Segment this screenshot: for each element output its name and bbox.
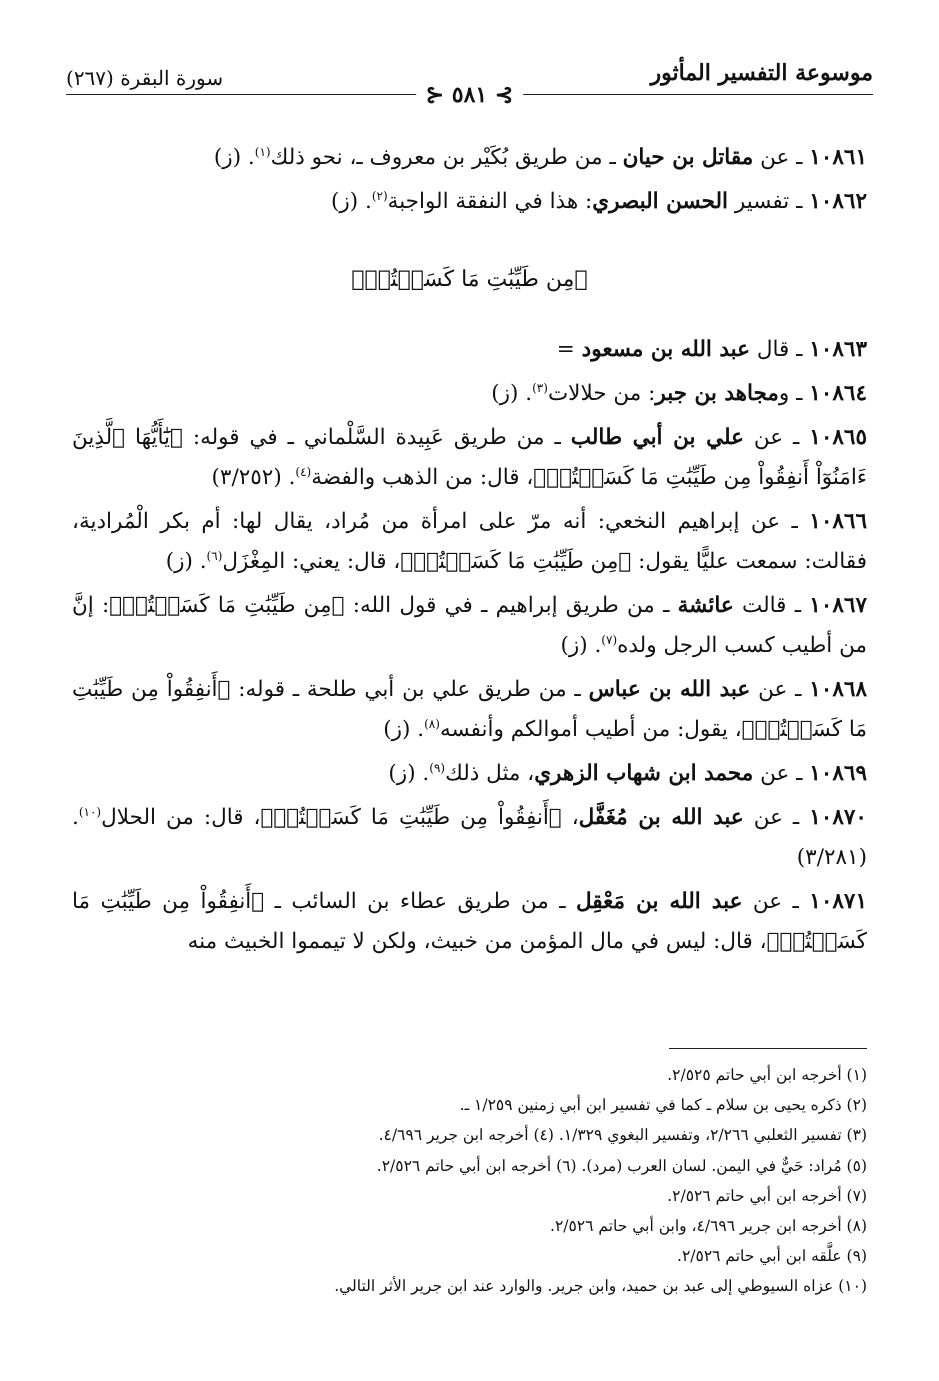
- entry-number: ١٠٨٦٤: [809, 381, 867, 406]
- entry-text: ـ من طريق عطاء بن السائب ـ ﴿أَنفِقُواْ مِن طَيِّبَٰتِ مَا كَسَبۡتُمۡ﴾، قال: ليس في مال المؤمن من خبيث، ولكن لا تيمموا الخبيث منه: [72, 889, 867, 954]
- entry-number: ١٠٨٦٦: [809, 509, 868, 534]
- entry-text: : هذا في النفقة الواجبة: [387, 189, 593, 214]
- narrator-name: عبد الله بن مُغَفَّل: [578, 805, 744, 830]
- entry-text: =: [556, 337, 582, 362]
- entry-text: ـ من طريق بُكَيْر بن معروف ـ، نحو ذلك: [270, 145, 623, 170]
- entry-number: ١٠٨٦٥: [809, 425, 868, 450]
- entry-number: ١٠٨٦٢: [809, 189, 867, 214]
- surah-label: سورة البقرة (٢٦٧): [66, 66, 224, 90]
- narrator-name: عبد الله بن مسعود: [581, 337, 750, 362]
- entry-source: . (ز): [491, 381, 533, 406]
- footnote-item: (٩) علَّقه ابن أبي حاتم ٢/٥٢٦.: [677, 1247, 867, 1266]
- narration-entry: [72, 418, 867, 498]
- page-number: [416, 82, 524, 108]
- entry-prefix: ـ عن: [743, 425, 810, 450]
- narrator-name: عبد الله بن عباس: [588, 677, 751, 702]
- entry-number: ١٠٨٦١: [809, 145, 867, 170]
- footnote-item: (٥) مُراد: حَيٌّ في اليمن. لسان العرب (مرد). (٦) أخرجه ابن أبي حاتم ٢/٥٢٦.: [376, 1156, 867, 1175]
- footnote-ref: (١): [254, 144, 271, 159]
- narration-entry: [72, 330, 867, 370]
- entry-text: ـ من طريق علي بن أبي طلحة ـ قوله: ﴿أَنفِقُواْ مِن طَيِّبَٰتِ مَا كَسَبۡتُمۡ﴾، يقول: من أطيب أموالكم وأنفسه: [72, 677, 867, 742]
- entry-source: . (ز): [213, 145, 255, 170]
- narration-entry: [72, 798, 867, 878]
- section-heading: ﴿مِن طَيِّبَٰتِ مَا كَسَبۡتُمۡ﴾: [351, 267, 588, 292]
- entry-number: ١٠٨٦٨: [809, 677, 867, 702]
- entry-prefix: ـ قالت: [733, 593, 810, 618]
- entry-source: . (ز): [331, 189, 372, 214]
- entry-prefix: ـ عن: [743, 805, 810, 830]
- ornament-icon: ⊱: [487, 82, 514, 108]
- narration-entry: [72, 586, 867, 666]
- entry-text: إبراهيم النخعي: أنه مرّ على امرأة من مُراد، يقال لها: أم بكر الْمُرادية، فقالت: سمعت عليًّا يقول: ﴿مِن طَيِّبَٰتِ مَا كَسَبۡتُمۡ﴾، قال: يعني: المِغْزَل: [72, 509, 867, 574]
- entry-prefix: ـ عن: [739, 509, 810, 534]
- ornament-icon: ⊰: [425, 82, 452, 108]
- footnote-ref: (٦): [206, 548, 223, 563]
- footnote-item: (٢) ذكره يحيى بن سلام ـ كما في تفسير ابن أبي زمنين ١/٢٥٩ ـ.: [459, 1096, 867, 1115]
- narration-entry: [72, 138, 867, 178]
- footnote-ref: (٨): [424, 716, 440, 731]
- footnote-ref: (٩): [429, 760, 446, 775]
- narrator-name: عائشة: [677, 593, 734, 618]
- narrator-name: الحسن البصري: [592, 189, 729, 214]
- entry-text: ـ من طريق عَبِيدة السَّلْماني ـ في قوله: ﴿يَٰٓأَيُّهَا ٱلَّذِينَ ءَامَنُوٓاْ أَنفِقُواْ مِن طَيِّبَٰتِ مَا كَسَبۡتُمۡ﴾، قال: من الذهب والفضة: [72, 425, 867, 490]
- footnote-item: (٣) تفسير الثعلبي ٢/٢٦٦، وتفسير البغوي ١/٣٢٩. (٤) أخرجه ابن جرير ٤/٦٩٦.: [378, 1126, 867, 1145]
- narrator-name: محمد ابن شهاب الزهري: [534, 761, 754, 786]
- entry-text: ـ من طريق إبراهيم ـ في قول الله: ﴿مِن طَيِّبَٰتِ مَا كَسَبۡتُمۡ﴾: إنَّ من أطيب كسب الرجل ولده: [72, 593, 867, 658]
- narrator-name: عبد الله بن مَعْقِل: [575, 889, 743, 914]
- entry-source: . (٣/٢٨١): [72, 805, 867, 870]
- footnote-ref: (١٠): [78, 804, 102, 819]
- entry-text: ، ﴿أَنفِقُواْ مِن طَيِّبَٰتِ مَا كَسَبۡتُمۡ﴾، قال: من الحلال: [101, 805, 579, 830]
- page-header: [66, 58, 873, 106]
- narration-entry: [72, 374, 867, 414]
- entry-source: . (ز): [165, 549, 207, 574]
- entry-source: . (٣/٢٥٢): [211, 465, 296, 490]
- entries-top: [72, 138, 867, 222]
- entry-prefix: ـ عن: [753, 145, 810, 170]
- footnote-item: (١٠) عزاه السيوطي إلى عبد بن حميد، وابن جرير. والوارد عند ابن جرير الأثر التالي.: [334, 1277, 867, 1296]
- footnote-ref: (٤): [295, 464, 312, 479]
- footnote-ref: (٣): [532, 380, 548, 395]
- entry-source: . (ز): [388, 761, 430, 786]
- footnote-rule: [669, 1048, 867, 1049]
- entry-prefix: ـ تفسير: [728, 189, 810, 214]
- book-title: موسوعة التفسير المأثور: [650, 60, 873, 86]
- footnote-item: (٨) أخرجه ابن جرير ٤/٦٩٦، وابن أبي حاتم ٢/٥٢٦.: [550, 1217, 867, 1236]
- narration-entry: [72, 882, 867, 962]
- entry-number: ١٠٨٦٧: [809, 593, 867, 618]
- footnote-item: (٧) أخرجه ابن أبي حاتم ٢/٥٢٦.: [667, 1186, 867, 1205]
- narrator-name: علي بن أبي طالب: [570, 425, 744, 450]
- narrator-name: مجاهد بن جبر: [655, 381, 779, 406]
- entry-number: ١٠٨٧١: [809, 889, 868, 914]
- footnote-ref: (٢): [371, 188, 388, 203]
- narration-entry: [72, 182, 867, 222]
- entry-text: ، مثل ذلك: [445, 761, 535, 786]
- entry-number: ١٠٨٦٩: [809, 761, 867, 786]
- entry-prefix: ـ عن: [742, 889, 810, 914]
- footnote-ref: (٧): [601, 632, 618, 647]
- entry-source: . (ز): [560, 633, 602, 658]
- entry-number: ١٠٨٧٠: [809, 805, 867, 830]
- footnote-item: (١) أخرجه ابن أبي حاتم ٢/٥٢٥.: [667, 1066, 867, 1084]
- narration-entry: [72, 502, 867, 582]
- footnotes: [72, 1060, 867, 1302]
- entry-number: ١٠٨٦٣: [809, 337, 867, 362]
- entry-text: : من حلالات: [547, 381, 656, 406]
- page-number-value: ٥٨١: [451, 82, 488, 108]
- entry-prefix: ـ عن: [750, 677, 810, 702]
- narration-entry: [72, 670, 867, 750]
- narration-entry: [72, 754, 867, 794]
- entry-prefix: ـ قال: [749, 337, 810, 362]
- entry-prefix: ـ و: [778, 381, 810, 406]
- entry-prefix: ـ عن: [753, 761, 810, 786]
- main-text: [72, 138, 867, 966]
- narrator-name: مقاتل بن حيان: [622, 145, 754, 170]
- entries-list: [72, 330, 867, 962]
- entry-source: . (ز): [383, 717, 425, 742]
